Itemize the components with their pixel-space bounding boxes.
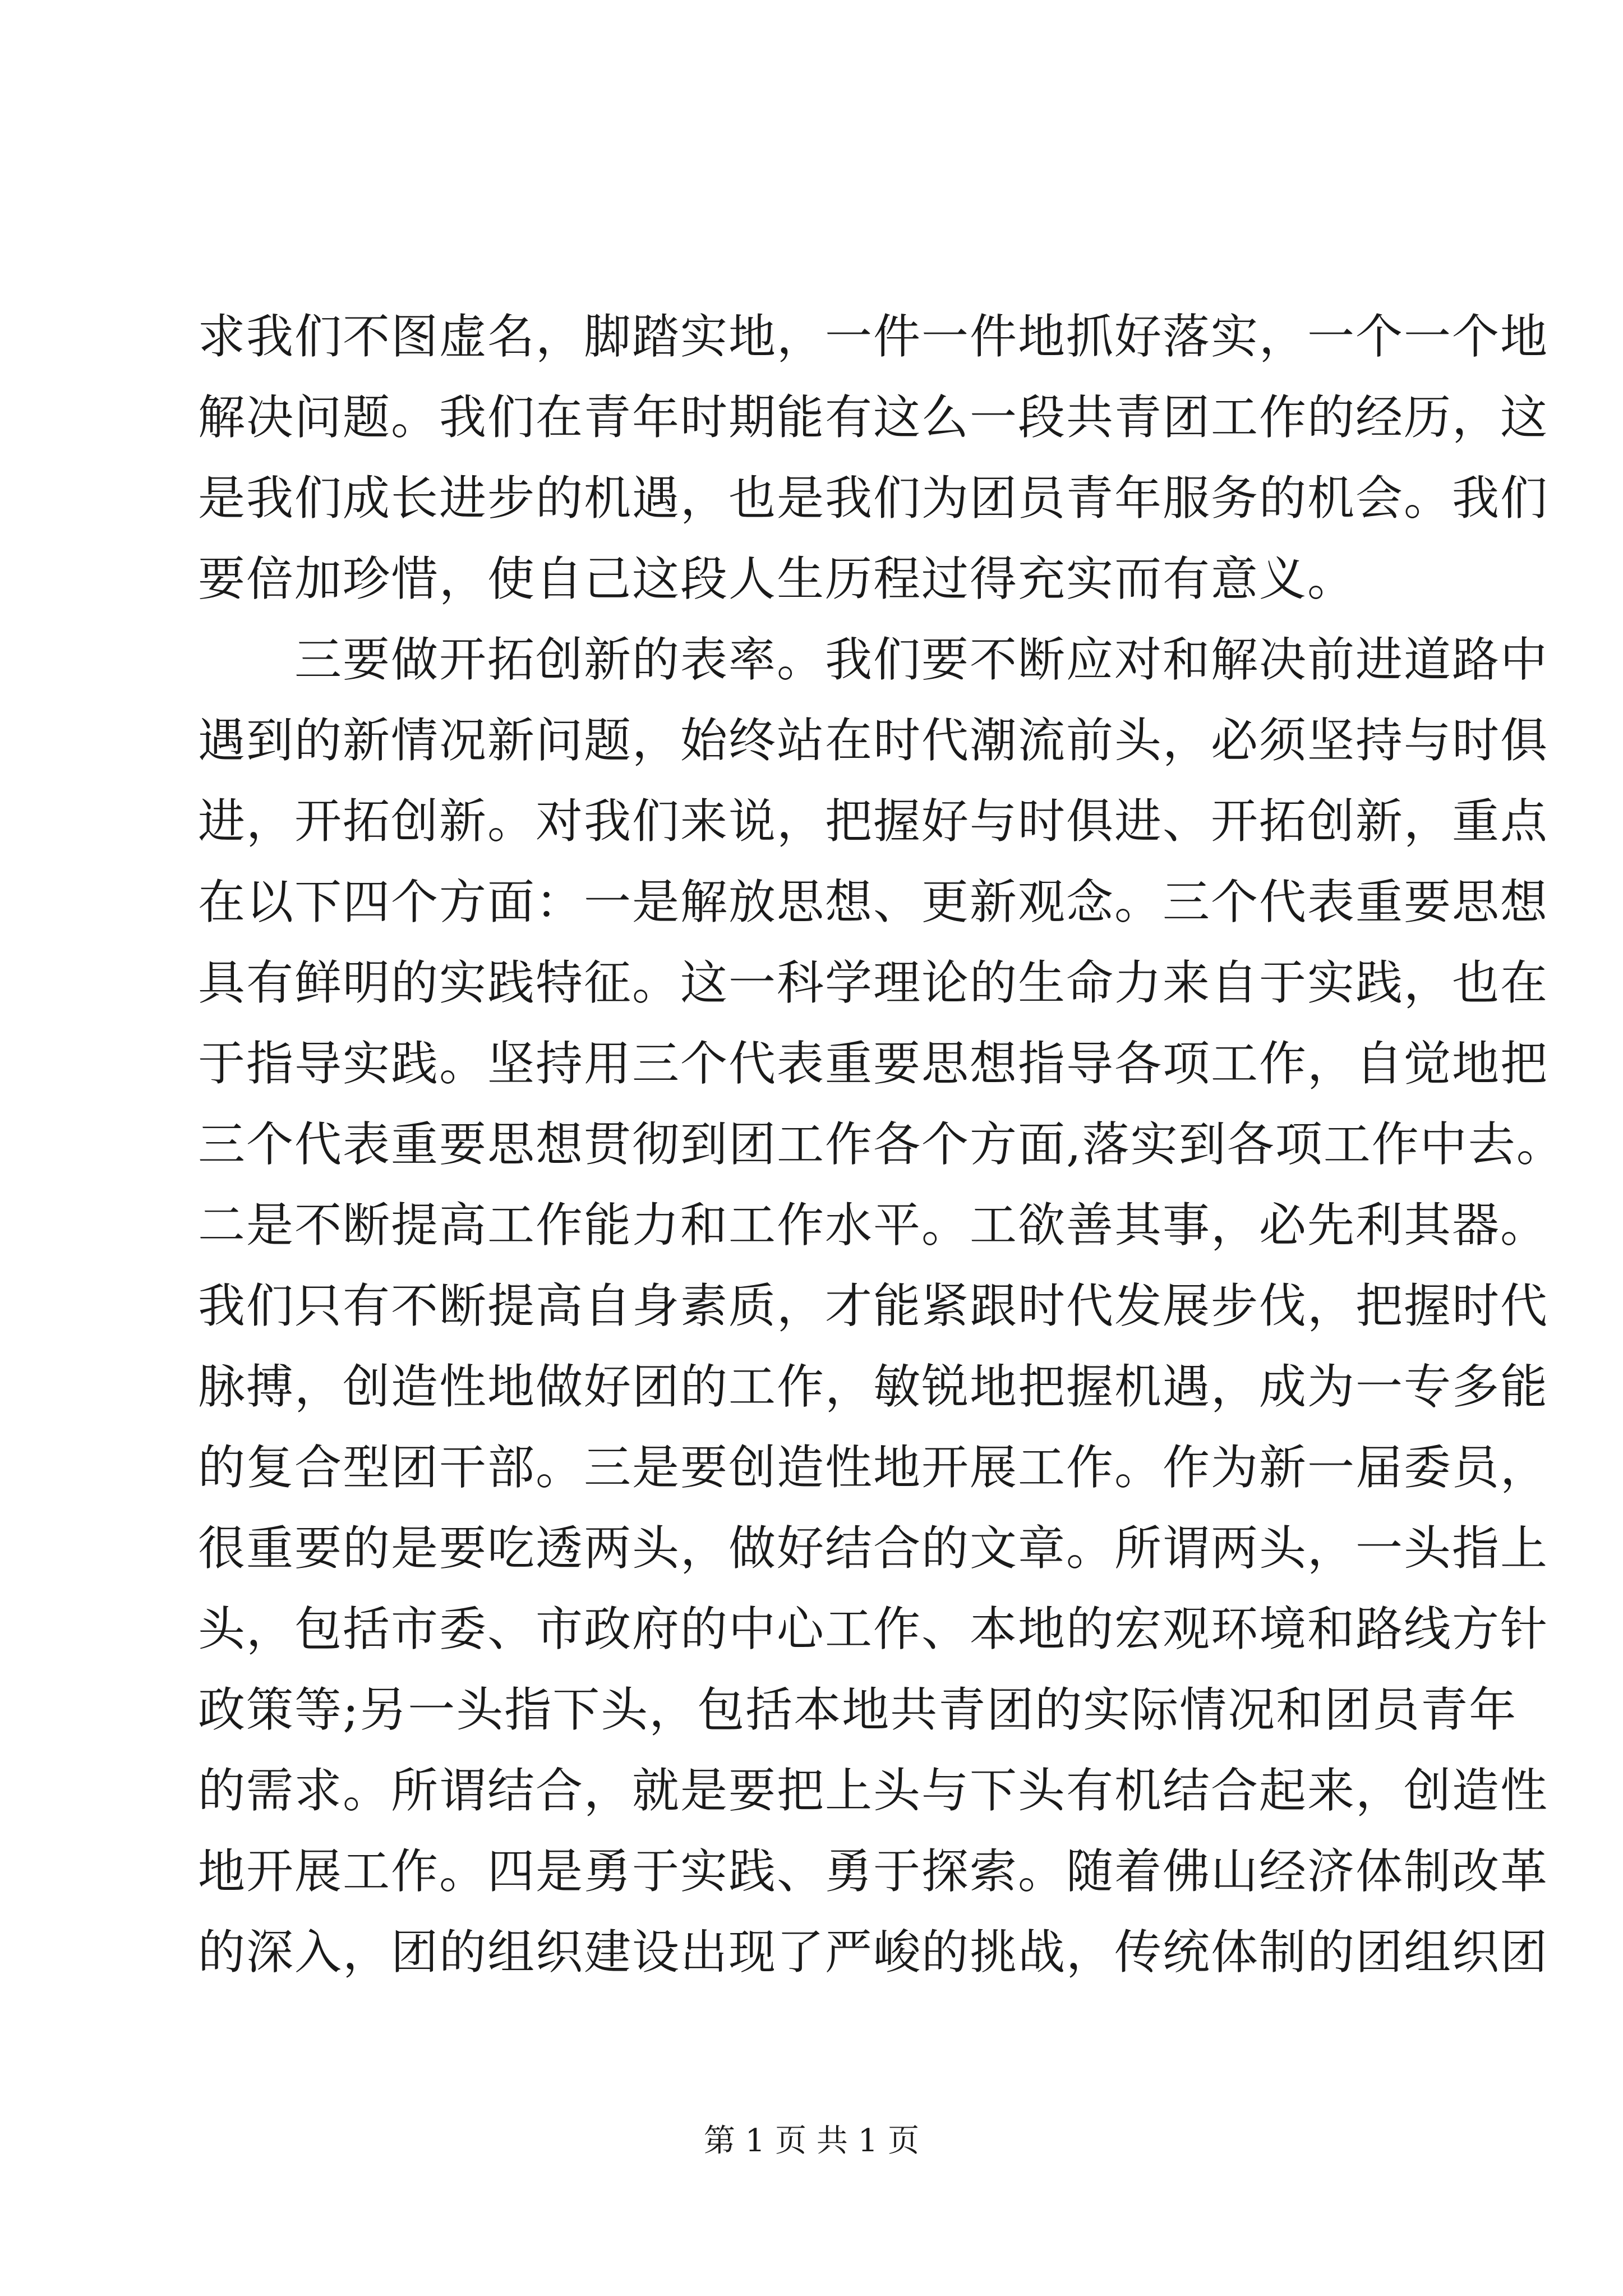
text-line-13: 我们只有不断提高自身素质，才能紧跟时代发展步伐，把握时代 — [198, 1278, 1549, 1333]
text-line-5: 三要做开拓创新的表率。我们要不断应对和解决前进道路中 — [198, 632, 1549, 687]
text-line-11: 三个代表重要思想贯彻到团工作各个方面,落实到各项工作中去。 — [198, 1117, 1565, 1172]
text-line-14: 脉搏，创造性地做好团的工作，敏锐地把握机遇，成为一专多能 — [198, 1359, 1549, 1414]
text-line-19: 的需求。所谓结合，就是要把上头与下头有机结合起来，创造性 — [198, 1763, 1549, 1818]
page-footer — [0, 2122, 1623, 2161]
text-line-18: 政策等;另一头指下头，包括本地共青团的实际情况和团员青年 — [198, 1682, 1518, 1737]
page-number-label: 第 1 页 共 1 页 — [703, 2123, 920, 2159]
text-line-6: 遇到的新情况新问题，始终站在时代潮流前头，必须坚持与时俱 — [198, 713, 1549, 768]
body-text — [198, 296, 1565, 1993]
text-line-10: 于指导实践。坚持用三个代表重要思想指导各项工作，自觉地把 — [198, 1036, 1549, 1091]
text-line-9: 具有鲜明的实践特征。这一科学理论的生命力来自于实践，也在 — [198, 955, 1549, 1010]
text-line-7: 进，开拓创新。对我们来说，把握好与时俱进、开拓创新，重点 — [198, 794, 1549, 849]
text-line-4: 要倍加珍惜，使自己这段人生历程过得充实而有意义。 — [198, 551, 1356, 606]
text-line-16: 很重要的是要吃透两头，做好结合的文章。所谓两头，一头指上 — [198, 1521, 1549, 1576]
text-line-17: 头，包括市委、市政府的中心工作、本地的宏观环境和路线方针 — [198, 1602, 1549, 1657]
text-line-2: 解决问题。我们在青年时期能有这么一段共青团工作的经历，这 — [198, 390, 1549, 445]
text-line-1: 求我们不图虚名，脚踏实地，一件一件地抓好落实，一个一个地 — [198, 309, 1549, 364]
text-line-12: 二是不断提高工作能力和工作水平。工欲善其事，必先利其器。 — [198, 1198, 1549, 1253]
text-line-3: 是我们成长进步的机遇，也是我们为团员青年服务的机会。我们 — [198, 471, 1549, 526]
text-line-20: 地开展工作。四是勇于实践、勇于探索。随着佛山经济体制改革 — [198, 1844, 1549, 1899]
text-line-8: 在以下四个方面：一是解放思想、更新观念。三个代表重要思想 — [198, 875, 1549, 930]
text-line-15: 的复合型团干部。三是要创造性地开展工作。作为新一届委员， — [198, 1440, 1549, 1495]
text-line-21: 的深入，团的组织建设出现了严峻的挑战，传统体制的团组织团 — [198, 1925, 1549, 1980]
